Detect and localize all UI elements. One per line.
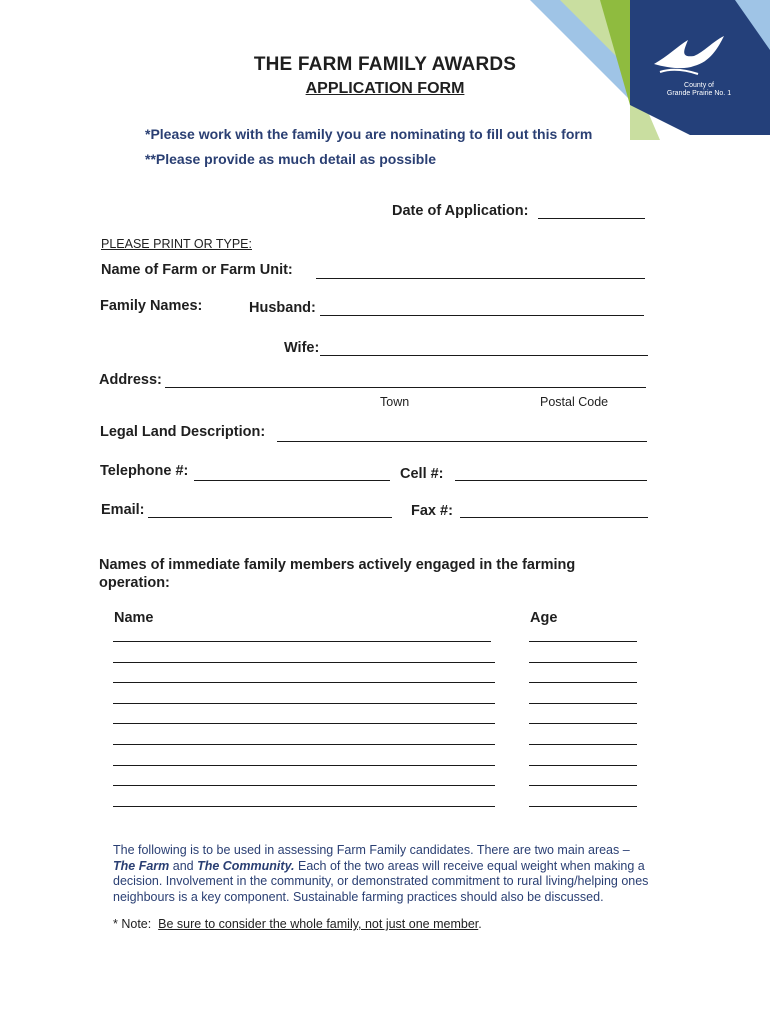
- family-names-label: Family Names:: [100, 298, 203, 314]
- legal-land-field[interactable]: [277, 441, 647, 442]
- member-name-field[interactable]: [113, 723, 495, 724]
- member-name-field[interactable]: [113, 641, 491, 642]
- member-age-field[interactable]: [529, 785, 637, 786]
- legal-land-label: Legal Land Description:: [100, 424, 266, 440]
- assessment-paragraph: [113, 843, 658, 905]
- note: [113, 917, 482, 931]
- member-name-field[interactable]: [113, 806, 495, 807]
- name-column-header: Name: [114, 610, 154, 626]
- note-suffix: .: [478, 917, 482, 931]
- telephone-label: Telephone #:: [100, 463, 189, 479]
- members-heading-line2: operation:: [99, 575, 170, 591]
- postal-code-label: Postal Code: [540, 395, 609, 409]
- member-name-field[interactable]: [113, 785, 495, 786]
- member-age-field[interactable]: [529, 806, 637, 807]
- page-subtitle: [0, 80, 770, 98]
- logo-text-line2: Grande Prairie No. 1: [666, 90, 732, 97]
- member-age-field[interactable]: [529, 662, 637, 663]
- member-age-field[interactable]: [529, 765, 637, 766]
- the-farm-text: The Farm: [113, 858, 170, 873]
- member-name-field[interactable]: [113, 703, 495, 704]
- logo-text-line1: County of: [684, 82, 714, 89]
- cell-label: Cell #:: [400, 466, 444, 482]
- print-note: PLEASE PRINT OR TYPE:: [101, 237, 252, 251]
- member-age-field[interactable]: [529, 682, 637, 683]
- note-prefix: * Note:: [113, 917, 159, 931]
- member-name-field[interactable]: [113, 682, 495, 683]
- farm-name-label: Name of Farm or Farm Unit:: [101, 262, 293, 278]
- page-title: THE FARM FAMILY AWARDS: [253, 54, 517, 75]
- telephone-field[interactable]: [194, 480, 390, 481]
- assessment-intro: The following is to be used in assessing Farm Family candidates. There are two main areas –: [113, 843, 630, 857]
- farm-name-field[interactable]: [316, 278, 645, 279]
- husband-field[interactable]: [320, 315, 644, 316]
- fax-field[interactable]: [460, 517, 648, 518]
- date-label: Date of Application:: [392, 203, 529, 219]
- note-text: Be sure to consider the whole family, not just one member: [158, 917, 479, 931]
- fax-label: Fax #:: [411, 503, 453, 519]
- cell-field[interactable]: [455, 480, 647, 481]
- and-text: and: [169, 858, 198, 873]
- the-community-text: The Community.: [197, 858, 295, 873]
- member-name-field[interactable]: [113, 662, 495, 663]
- page-subtitle-text: APPLICATION FORM: [305, 80, 465, 97]
- town-label: Town: [380, 395, 410, 409]
- member-name-field[interactable]: [113, 765, 495, 766]
- address-label: Address:: [99, 372, 162, 388]
- wife-label: Wife:: [284, 340, 320, 356]
- date-field[interactable]: [538, 218, 645, 219]
- wife-field[interactable]: [320, 355, 648, 356]
- instruction-line-2: **Please provide as much detail as possible: [145, 151, 437, 167]
- husband-label: Husband:: [249, 300, 316, 316]
- member-name-field[interactable]: [113, 744, 495, 745]
- address-field[interactable]: [165, 387, 646, 388]
- member-age-field[interactable]: [529, 641, 637, 642]
- age-column-header: Age: [530, 610, 558, 626]
- member-age-field[interactable]: [529, 703, 637, 704]
- instruction-line-1: *Please work with the family you are nominating to fill out this form: [145, 126, 593, 142]
- email-label: Email:: [101, 502, 145, 518]
- member-age-field[interactable]: [529, 723, 637, 724]
- email-field[interactable]: [148, 517, 392, 518]
- members-heading-line1: Names of immediate family members actively engaged in the farming: [99, 557, 576, 573]
- assessment-rest: Each of the two areas will receive equal weight when making a decision. Involvement in the community, or demonstrated commitment to rural living/helping ones neighbours is a key component. Sustainable farming practices should also be discussed.: [113, 858, 649, 904]
- member-age-field[interactable]: [529, 744, 637, 745]
